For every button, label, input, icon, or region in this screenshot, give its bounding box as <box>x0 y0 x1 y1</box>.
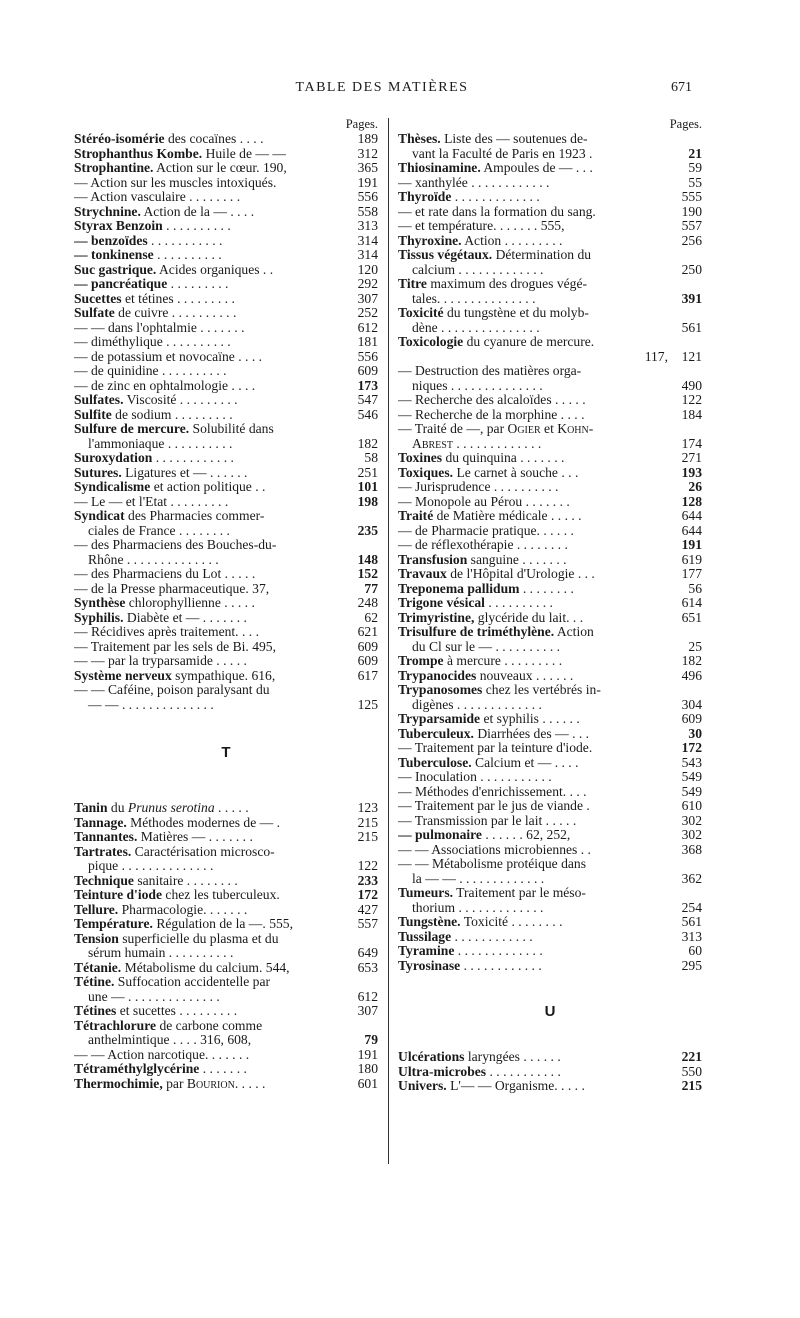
index-entry: Suc gastrique. Acides organiques . . 120 <box>74 262 378 277</box>
index-entry: Tuberculeux. Diarrhées des — . . . 30 <box>398 726 702 741</box>
index-entry: Température. Régulation de la —. 555, 557 <box>74 917 378 931</box>
index-entry: Ulcérations laryngées . . . . . . 221 <box>398 1050 702 1064</box>
index-entry: — tonkinense . . . . . . . . . . 314 <box>74 248 378 262</box>
index-entry: — Transmission par le lait . . . . . 302 <box>398 813 702 828</box>
index-entry: — Destruction des matières orga- niques . . . . . . . . . . . . . . 490 <box>398 363 702 393</box>
index-entry: Tumeurs. Traitement par le méso- thorium . . . . . . . . . . . . . 254 <box>398 885 702 915</box>
index-entry: Transfusion sanguine . . . . . . . 619 <box>398 552 702 567</box>
index-entry: — — Métabolisme protéique dans la — — . . . . . . . . . . . . . 362 <box>398 856 702 886</box>
entry-group <box>398 1050 702 1094</box>
index-entry: Strophantine. Action sur le cœur. 190, 365 <box>74 161 378 175</box>
section-letter-u: U <box>544 1003 556 1020</box>
entry-group <box>398 712 702 857</box>
index-entry: — — dans l'ophtalmie . . . . . . . 612 <box>74 320 378 335</box>
index-entry: Tannantes. Matières — . . . . . . . 215 <box>74 830 378 844</box>
index-column-left <box>74 116 378 1091</box>
index-entry: Toxicité du tungstène et du molyb- dène . . . . . . . . . . . . . . . 561 <box>398 305 702 335</box>
column-divider <box>388 118 389 1164</box>
entry-group <box>74 132 378 422</box>
pages-label: Pages. <box>345 117 378 131</box>
index-entry: — pancréatique . . . . . . . . . 292 <box>74 277 378 291</box>
index-entry: Sutures. Ligatures et — . . . . . . 251 <box>74 465 378 480</box>
index-entry: Système nerveux sympathique. 616, 617 <box>74 668 378 683</box>
index-entry: Tétanie. Métabolisme du calcium. 544, 653 <box>74 960 378 975</box>
entry-group <box>74 874 378 932</box>
entry-group <box>74 816 378 845</box>
index-entry: Trisulfure de triméthylène. Action du Cl sur le — . . . . . . . . . . 25 <box>398 624 702 654</box>
index-entry: Toxiques. Le carnet à souche . . . 193 <box>398 465 702 480</box>
index-entry: Titre maximum des drogues végé- tales. . . . . . . . . . . . . . . 391 <box>398 276 702 306</box>
index-entry: Tétrachlorure de carbone comme anthelmintique . . . . 316, 608, 79 <box>74 1017 378 1047</box>
index-entry: Thyroxine. Action . . . . . . . . . 256 <box>398 233 702 248</box>
index-entry: Trimyristine, glycéride du lait. . . 651 <box>398 610 702 625</box>
index-entry: — des Pharmaciens des Bouches-du- Rhône . . . . . . . . . . . . . . 148 <box>74 537 378 567</box>
index-entry: Sulfates. Viscosité . . . . . . . . . 547 <box>74 393 378 407</box>
index-entry: Syndicalisme et action politique . . 101 <box>74 480 378 494</box>
index-entry: Trypanosomes chez les vertébrés in- digènes . . . . . . . . . . . . . 304 <box>398 682 702 712</box>
index-entry: Strychnine. Action de la — . . . . 558 <box>74 204 378 219</box>
entry-group <box>398 915 702 973</box>
index-entry: — Monopole au Pérou . . . . . . . 128 <box>398 494 702 509</box>
index-entry: — Méthodes d'enrichissement. . . . 549 <box>398 784 702 799</box>
index-entry: Tussilage . . . . . . . . . . . . 313 <box>398 929 702 944</box>
index-entry: — xanthylée . . . . . . . . . . . . 55 <box>398 175 702 190</box>
index-entry: — de Pharmacie pratique. . . . . . 644 <box>398 523 702 538</box>
index-entry: Tellure. Pharmacologie. . . . . . . 427 <box>74 902 378 917</box>
index-entry: — et rate dans la formation du sang. 190 <box>398 204 702 219</box>
index-entry: Treponema pallidum . . . . . . . . 56 <box>398 581 702 596</box>
entry-group <box>398 451 702 625</box>
index-column-right <box>398 116 702 1094</box>
index-entry: Syndicat des Pharmacies commer- ciales de France . . . . . . . . 235 <box>74 508 378 538</box>
index-entry: Tétraméthylglycérine . . . . . . . 180 <box>74 1062 378 1076</box>
index-entry: Travaux de l'Hôpital d'Urologie . . . 177 <box>398 567 702 581</box>
entry-group <box>74 1048 378 1092</box>
index-entry: — Récidives après traitement. . . . 621 <box>74 625 378 639</box>
index-entry: Sulfure de mercure. Solubilité dans l'ammoniaque . . . . . . . . . . 182 <box>74 421 378 451</box>
page-title: TABLE DES MATIÈRES <box>295 80 469 95</box>
index-entry: — des Pharmaciens du Lot . . . . . 152 <box>74 567 378 581</box>
index-entry: — Inoculation . . . . . . . . . . . 549 <box>398 770 702 784</box>
index-entry: Tétine. Suffocation accidentelle par une — . . . . . . . . . . . . . . 612 <box>74 974 378 1004</box>
index-entry: Tryparsamide et syphilis . . . . . . 609 <box>398 712 702 726</box>
index-entry: Styrax Benzoin . . . . . . . . . . 313 <box>74 219 378 233</box>
index-entry: Tension superficielle du plasma et du sérum humain . . . . . . . . . . 649 <box>74 930 378 960</box>
index-entry: Trompe à mercure . . . . . . . . . 182 <box>398 654 702 668</box>
index-entry: — Traitement par les sels de Bi. 495, 609 <box>74 639 378 654</box>
index-entry: — Jurisprudence . . . . . . . . . . 26 <box>398 480 702 494</box>
index-entry: — de quinidine . . . . . . . . . . 609 <box>74 364 378 378</box>
entry-group <box>74 961 378 976</box>
section-letter-t: T <box>221 744 231 761</box>
index-entry: — — Caféine, poison paralysant du — — . . . . . . . . . . . . . . 125 <box>74 682 378 712</box>
index-entry: Tyrosinase . . . . . . . . . . . . 295 <box>398 958 702 973</box>
index-entry: — pulmonaire . . . . . . 62, 252, 302 <box>398 828 702 842</box>
index-entry: Sulfite de sodium . . . . . . . . . 546 <box>74 407 378 422</box>
index-entry: — Le — et l'Etat . . . . . . . . . 198 <box>74 494 378 509</box>
index-entry: Thyroïde . . . . . . . . . . . . . 555 <box>398 190 702 204</box>
entry-group <box>74 567 378 683</box>
index-entry: Toxicologie du cyanure de mercure. 117, 121 <box>398 334 702 364</box>
index-entry: — — par la tryparsamide . . . . . 609 <box>74 654 378 668</box>
entry-group <box>398 393 702 422</box>
index-entry: — Traitement par le jus de viande . 610 <box>398 799 702 813</box>
index-entry: Univers. L'— — Organisme. . . . . 215 <box>398 1079 702 1093</box>
index-entry: Trigone vésical . . . . . . . . . . 614 <box>398 596 702 610</box>
index-entry: — Recherche des alcaloïdes . . . . . 122 <box>398 393 702 407</box>
index-entry: Strophanthus Kombe. Huile de — — 312 <box>74 146 378 161</box>
index-entry: — Action sur les muscles intoxiqués. 191 <box>74 175 378 190</box>
index-entry: Tartrates. Caractérisation microsco- pique . . . . . . . . . . . . . . 122 <box>74 843 378 873</box>
index-entry: Ultra-microbes . . . . . . . . . . . 550 <box>398 1064 702 1079</box>
running-header <box>72 80 692 104</box>
index-entry: Synthèse chlorophyllienne . . . . . 248 <box>74 596 378 610</box>
index-entry: Thèses. Liste des — soutenues de- vant la Faculté de Paris en 1923 . 21 <box>398 131 702 161</box>
index-entry: — Traitement par la teinture d'iode. 172 <box>398 741 702 755</box>
index-entry: Teinture d'iode chez les tuberculeux. 172 <box>74 888 378 902</box>
index-entry: Technique sanitaire . . . . . . . . 233 <box>74 873 378 888</box>
index-entry: — de potassium et novocaïne . . . . 556 <box>74 349 378 364</box>
index-entry: — Traité de —, par Ogier et Kohn- Abrest . . . . . . . . . . . . . 174 <box>398 421 702 451</box>
index-entry: Syphilis. Diabète et — . . . . . . . 62 <box>74 610 378 625</box>
index-entry: Suroxydation . . . . . . . . . . . . 58 <box>74 451 378 465</box>
index-entry: Toxines du quinquina . . . . . . . 271 <box>398 451 702 465</box>
index-entry: Sucettes et tétines . . . . . . . . . 307 <box>74 291 378 306</box>
index-entry: Tuberculose. Calcium et — . . . . 543 <box>398 755 702 770</box>
index-entry: Tétines et sucettes . . . . . . . . . 307 <box>74 1004 378 1018</box>
index-entry: Sulfate de cuivre . . . . . . . . . . 252 <box>74 306 378 320</box>
index-entry: — — Associations microbiennes . . 368 <box>398 842 702 857</box>
index-entry: Tungstène. Toxicité . . . . . . . . 561 <box>398 915 702 929</box>
index-entry: Stéréo-isomérie des cocaïnes . . . . 189 <box>74 132 378 146</box>
index-entry: Tanin du Prunus serotina . . . . . 123 <box>74 801 378 815</box>
index-entry: Tannage. Méthodes modernes de — . 215 <box>74 815 378 830</box>
entry-group <box>398 654 702 683</box>
entry-group <box>74 451 378 509</box>
index-entry: Thermochimie, par Bourion. . . . . 601 <box>74 1076 378 1091</box>
index-entry: — et température. . . . . . . 555, 557 <box>398 219 702 233</box>
index-entry: — de zinc en ophtalmologie . . . . 173 <box>74 378 378 393</box>
index-entry: Trypanocides nouveaux . . . . . . 496 <box>398 668 702 683</box>
index-entry: Tissus végétaux. Détermination du calcium . . . . . . . . . . . . . 250 <box>398 247 702 277</box>
index-entry: Traité de Matière médicale . . . . . 644 <box>398 509 702 523</box>
index-entry: — Recherche de la morphine . . . . 184 <box>398 407 702 422</box>
index-entry: — de la Presse pharmaceutique. 37, 77 <box>74 581 378 596</box>
pages-label: Pages. <box>669 117 702 131</box>
index-entry: Thiosinamine. Ampoules de — . . . 59 <box>398 161 702 175</box>
page-number: 671 <box>671 80 692 95</box>
index-entry: — de réflexothérapie . . . . . . . . 191 <box>398 538 702 552</box>
entry-group <box>398 161 702 248</box>
index-entry: — diméthylique . . . . . . . . . . 181 <box>74 335 378 349</box>
index-entry: — benzoïdes . . . . . . . . . . . 314 <box>74 233 378 248</box>
index-entry: — Action vasculaire . . . . . . . . 556 <box>74 190 378 204</box>
index-entry: — — Action narcotique. . . . . . . 191 <box>74 1047 378 1062</box>
index-entry: Tyramine . . . . . . . . . . . . . 60 <box>398 944 702 958</box>
entry-group <box>74 1004 378 1019</box>
